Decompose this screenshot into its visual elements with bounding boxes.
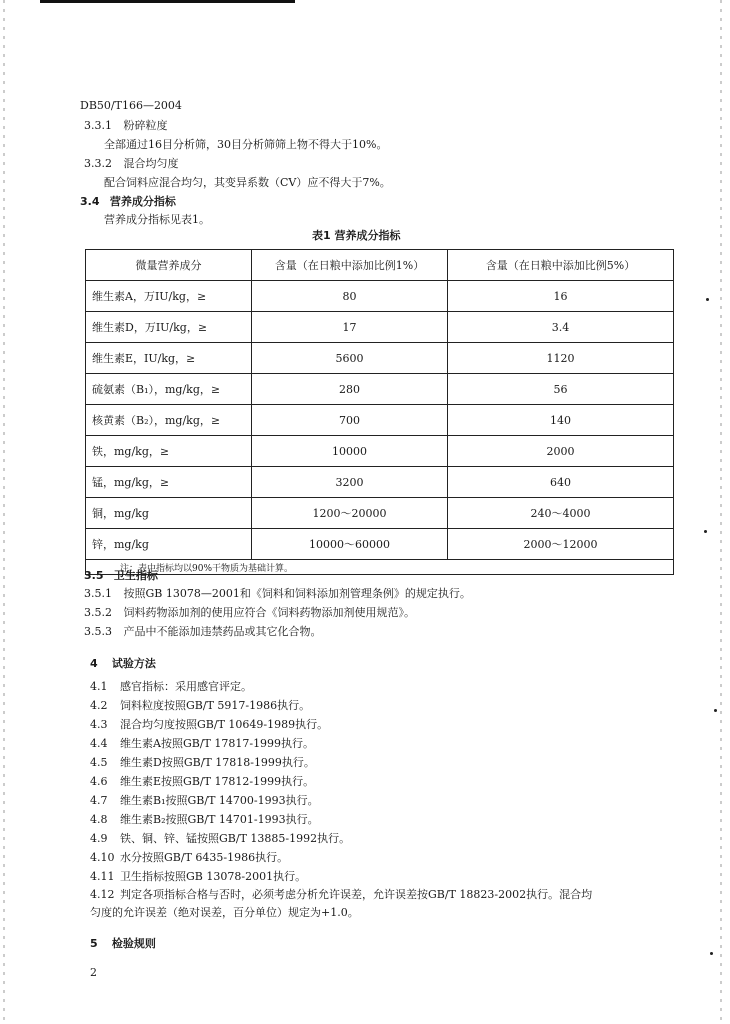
item-number: 4.3	[90, 718, 108, 731]
paragraph-3-4: 营养成分指标见表1。	[104, 213, 210, 226]
table-cell: 锰，mg/kg，≥	[86, 467, 252, 498]
scan-speck	[706, 298, 709, 301]
heading-3-3-2	[84, 155, 179, 171]
table-cell: 2000～12000	[448, 529, 674, 560]
item-3-5-3	[84, 623, 322, 639]
item-text: 饲料药物添加剂的使用应符合《饲料药物添加剂使用规范》。	[123, 606, 415, 619]
table-cell: 80	[252, 281, 448, 312]
item-4-8	[90, 811, 319, 827]
item-number: 4.7	[90, 794, 108, 807]
paragraph-3-3-2: 配合饲料应混合均匀，其变异系数（CV）应不得大于7%。	[104, 176, 391, 189]
heading-3-4	[80, 193, 176, 209]
table-row	[86, 343, 674, 374]
table-cell: 1120	[448, 343, 674, 374]
item-number: 4.6	[90, 775, 108, 788]
heading-number: 4	[90, 657, 98, 670]
item-number: 4.1	[90, 680, 108, 693]
table-cell: 核黄素（B₂），mg/kg，≥	[86, 405, 252, 436]
table-cell: 16	[448, 281, 674, 312]
table-cell: 2000	[448, 436, 674, 467]
table-caption: 表1 营养成分指标	[312, 229, 401, 242]
heading-number: 3.5	[84, 569, 104, 582]
item-number: 4.9	[90, 832, 108, 845]
scan-speck	[704, 530, 707, 533]
table-note-row	[86, 560, 674, 575]
item-4-1	[90, 678, 252, 694]
heading-number: 5	[90, 937, 98, 950]
item-number: 4.5	[90, 756, 108, 769]
table-cell: 3200	[252, 467, 448, 498]
table-row	[86, 498, 674, 529]
table-note: 注：表中指标均以90%干物质为基础计算。	[86, 560, 674, 575]
table-cell: 280	[252, 374, 448, 405]
heading-title: 营养成分指标	[109, 195, 176, 208]
item-4-12	[90, 886, 592, 902]
scan-speck	[710, 952, 713, 955]
item-text: 铁、铜、锌、锰按照GB/T 13885-1992执行。	[120, 832, 351, 845]
item-number: 4.11	[90, 870, 115, 883]
item-number: 3.5.3	[84, 625, 112, 638]
item-text: 维生素D按照GB/T 17818-1999执行。	[120, 756, 315, 769]
item-text: 产品中不能添加违禁药品或其它化合物。	[123, 625, 322, 638]
item-4-3	[90, 716, 328, 732]
item-number: 4.12	[90, 888, 115, 901]
item-4-9	[90, 830, 350, 846]
item-4-11	[90, 868, 306, 884]
heading-title: 粉碎粒度	[123, 119, 168, 132]
item-number: 3.5.1	[84, 587, 112, 600]
item-text: 维生素E按照GB/T 17812-1999执行。	[120, 775, 315, 788]
item-text: 饲料粒度按照GB/T 5917-1986执行。	[120, 699, 311, 712]
table-row	[86, 312, 674, 343]
item-text: 卫生指标按照GB 13078-2001执行。	[120, 870, 307, 883]
paragraph-3-3-1: 全部通过16目分析筛，30目分析筛筛上物不得大于10%。	[104, 138, 388, 151]
table-row	[86, 281, 674, 312]
heading-title: 混合均匀度	[123, 157, 179, 170]
table-cell: 640	[448, 467, 674, 498]
table-cell: 240～4000	[448, 498, 674, 529]
item-4-4	[90, 735, 314, 751]
table-cell: 铁，mg/kg，≥	[86, 436, 252, 467]
table-row	[86, 405, 674, 436]
table-header-row	[86, 250, 674, 281]
heading-title: 试验方法	[111, 657, 156, 670]
column-header: 微量营养成分	[86, 250, 252, 281]
table-cell: 1200～20000	[252, 498, 448, 529]
table-cell: 硫氨素（B₁），mg/kg，≥	[86, 374, 252, 405]
item-4-12-continued: 匀度的允许误差（绝对误差，百分单位）规定为+1.0。	[90, 906, 359, 919]
table-row	[86, 436, 674, 467]
item-4-2	[90, 697, 310, 713]
nutrient-table	[85, 249, 674, 575]
item-3-5-2	[84, 604, 415, 620]
item-text: 按照GB 13078—2001和《饲料和饲料添加剂管理条例》的规定执行。	[123, 587, 471, 600]
item-4-5	[90, 754, 315, 770]
table-cell: 铜，mg/kg	[86, 498, 252, 529]
heading-4	[90, 655, 156, 671]
heading-3-5	[84, 567, 158, 583]
table-row	[86, 374, 674, 405]
item-number: 3.5.2	[84, 606, 112, 619]
table-cell: 17	[252, 312, 448, 343]
item-3-5-1	[84, 585, 471, 601]
item-text: 判定各项指标合格与否时，必须考虑分析允许误差，允许误差按GB/T 18823-2002执行。混合均	[120, 888, 593, 901]
heading-title: 卫生指标	[113, 569, 158, 582]
column-header: 含量（在日粮中添加比例1%）	[252, 250, 448, 281]
document-id: DB50/T166—2004	[80, 99, 182, 112]
table-row	[86, 467, 674, 498]
scan-edge-left	[3, 0, 5, 1024]
table-cell: 140	[448, 405, 674, 436]
heading-title: 检验规则	[111, 937, 156, 950]
item-text: 维生素B₂按照GB/T 14701-1993执行。	[120, 813, 319, 826]
heading-number: 3.3.1	[84, 119, 112, 132]
item-number: 4.4	[90, 737, 108, 750]
heading-5	[90, 935, 156, 951]
table-cell: 锌，mg/kg	[86, 529, 252, 560]
item-4-10	[90, 849, 288, 865]
table-cell: 3.4	[448, 312, 674, 343]
item-text: 维生素B₁按照GB/T 14700-1993执行。	[120, 794, 319, 807]
item-4-6	[90, 773, 314, 789]
item-text: 感官指标：采用感官评定。	[120, 680, 252, 693]
column-header: 含量（在日粮中添加比例5%）	[448, 250, 674, 281]
table-row	[86, 529, 674, 560]
table-cell: 700	[252, 405, 448, 436]
heading-number: 3.4	[80, 195, 100, 208]
heading-3-3-1	[84, 117, 168, 133]
item-4-7	[90, 792, 319, 808]
table-cell: 维生素D，万IU/kg，≥	[86, 312, 252, 343]
scan-speck	[714, 709, 717, 712]
item-text: 维生素A按照GB/T 17817-1999执行。	[120, 737, 315, 750]
table-cell: 5600	[252, 343, 448, 374]
item-number: 4.10	[90, 851, 115, 864]
page-number: 2	[90, 966, 97, 979]
top-rule	[40, 0, 295, 3]
scan-edge-right	[720, 0, 722, 1024]
item-text: 混合均匀度按照GB/T 10649-1989执行。	[120, 718, 329, 731]
item-text: 水分按照GB/T 6435-1986执行。	[120, 851, 289, 864]
table-cell: 维生素E，IU/kg，≥	[86, 343, 252, 374]
table-cell: 10000～60000	[252, 529, 448, 560]
table-cell: 10000	[252, 436, 448, 467]
table-cell: 维生素A，万IU/kg，≥	[86, 281, 252, 312]
table-cell: 56	[448, 374, 674, 405]
item-number: 4.8	[90, 813, 108, 826]
item-number: 4.2	[90, 699, 108, 712]
heading-number: 3.3.2	[84, 157, 112, 170]
